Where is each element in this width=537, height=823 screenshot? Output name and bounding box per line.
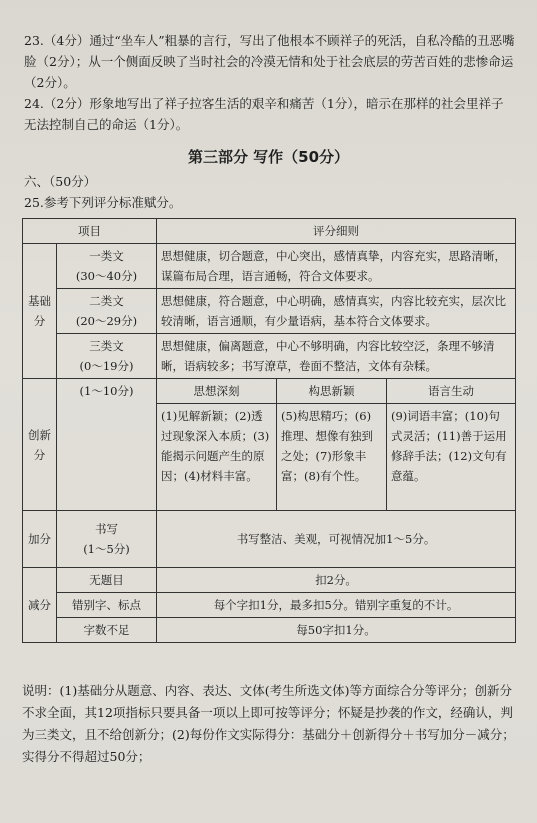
innovation-header-row [23, 379, 516, 404]
q25-instruction: 25.参考下列评分标准赋分。 [24, 195, 182, 210]
basic-score-label: 基础分 [23, 244, 57, 379]
part-six-label: 六、（50分） [24, 174, 97, 189]
table-header-row [23, 219, 516, 244]
table-row [23, 289, 516, 334]
header-detail: 评分细则 [157, 219, 516, 244]
grade-cell [57, 334, 157, 379]
grade-range: (0～19分) [79, 359, 134, 373]
grade-cell [57, 244, 157, 289]
bonus-row [23, 511, 516, 568]
scoring-table [22, 218, 516, 643]
grade-name: 三类文 [89, 339, 124, 353]
innovation-head: 语言生动 [387, 379, 516, 404]
table-row [23, 334, 516, 379]
innovation-cell: (5)构思精巧；(6)推理、想像有独到之处；(7)形象丰富；(8)有个性。 [277, 404, 387, 511]
section-title: 第三部分 写作（50分） [187, 148, 350, 166]
deduction-item: 错别字、标点 [57, 593, 157, 618]
deduction-item: 字数不足 [57, 618, 157, 643]
bonus-label: 加分 [23, 511, 57, 568]
answer-23: 23.（4分）通过“坐车人”粗暴的言行，写出了他根本不顾祥子的死活，自私冷酷的丑恶嘴脸（2分）；从一个侧面反映了当时社会的冷漠无情和处于社会底层的劳苦百姓的悲惨命运（2分）。 [24, 33, 515, 90]
grade-desc: 思想健康，偏离题意，中心不够明确，内容比较空泛，条理不够清晰，语病较多；书写潦草，卷面不整洁，文体有杂糅。 [157, 334, 516, 379]
handwriting-cell [57, 511, 157, 568]
innovation-cell: (1)见解新颖；(2)透过现象深入本质；(3)能揭示问题产生的原因；(4)材料丰富。 [157, 404, 277, 511]
deduction-desc: 每50字扣1分。 [157, 618, 516, 643]
grade-range: (30～40分) [75, 269, 138, 283]
grade-desc: 思想健康，符合题意，中心明确，感情真实，内容比较充实，层次比较清晰，语言通顺，有少量语病，基本符合文体要求。 [157, 289, 516, 334]
deduction-label: 减分 [23, 568, 57, 643]
innovation-cell: (9)词语丰富；(10)句式灵活；(11)善于运用修辞手法；(12)文句有意蕴。 [387, 404, 516, 511]
grade-cell [57, 289, 157, 334]
handwriting-label: 书写 [95, 522, 118, 536]
header-item: 项目 [23, 219, 157, 244]
deduction-item: 无题目 [57, 568, 157, 593]
innovation-score-label: 创新分 [23, 379, 57, 511]
grade-name: 一类文 [89, 249, 124, 263]
innovation-head: 思想深刻 [157, 379, 277, 404]
handwriting-range: (1～5分) [83, 542, 130, 556]
innovation-range: (1～10分) [57, 379, 157, 511]
innovation-head: 构思新颖 [277, 379, 387, 404]
deduction-desc: 每个字扣1分，最多扣5分。错别字重复的不计。 [157, 593, 516, 618]
deduction-row [23, 593, 516, 618]
scoring-note: 说明：(1)基础分从题意、内容、表达、文体(考生所选文体)等方面综合分等评分；创新分不求全面，其12项指标只要具备一项以上即可按等评分；怀疑是抄袭的作文，经确认，判为三类文，且不给创新分；(2)每份作文实际得分：基础分＋创新得分＋书写加分－减分；实得分不得超过50分； [22, 683, 515, 764]
deduction-desc: 扣2分。 [157, 568, 516, 593]
grade-desc: 思想健康，切合题意，中心突出，感情真挚，内容充实，思路清晰，谋篇布局合理，语言通畅，符合文体要求。 [157, 244, 516, 289]
deduction-row [23, 618, 516, 643]
table-row [23, 244, 516, 289]
grade-range: (20～29分) [75, 314, 138, 328]
answer-24: 24.（2分）形象地写出了祥子拉客生活的艰辛和痛苦（1分），暗示在那样的社会里祥子无法控制自己的命运（1分）。 [24, 96, 504, 132]
grade-name: 二类文 [89, 294, 124, 308]
deduction-row [23, 568, 516, 593]
handwriting-desc: 书写整洁、美观，可视情况加1～5分。 [157, 511, 516, 568]
